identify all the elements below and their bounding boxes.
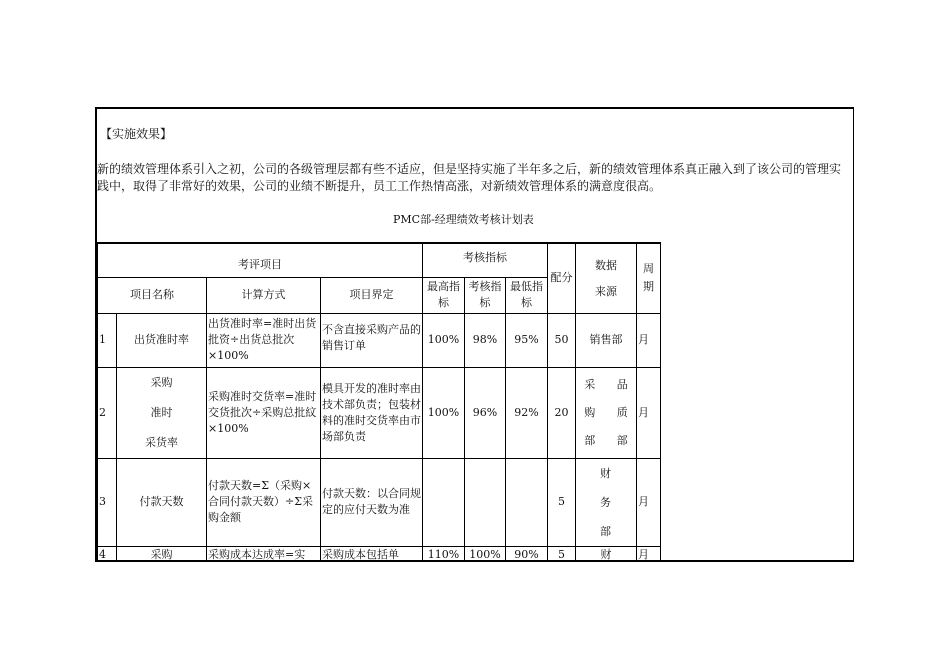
- row-calc: 采购成本达成率=实: [207, 546, 321, 562]
- table-row: [98, 313, 661, 367]
- row-max: 110%: [423, 546, 465, 562]
- row-source: 财: [576, 546, 637, 562]
- header-definition: 项目界定: [321, 277, 423, 313]
- header-target: 考核指标: [465, 277, 506, 313]
- row-cycle: 月: [637, 367, 661, 458]
- intro-paragraph: 新的绩效管理体系引入之初，公司的各级管理层都有些不适应，但是坚持实施了半年多之后，新的绩效管理体系真正融入到了该公司的管理实践中，取得了非常好的效果，公司的业绩不断提升，员工工作热情高涨，对新绩效管理体系的满意度很高。: [97, 162, 842, 193]
- header-row-1: [98, 243, 661, 277]
- row-definition: 模具开发的准时率由技术部负责；包装材料的准时交货率由市场部负责: [321, 367, 423, 458]
- row-source: 财 务 部: [576, 458, 637, 546]
- row-min: 92%: [506, 367, 548, 458]
- row-name: 采购: [117, 546, 207, 562]
- header-min: 最低指标: [506, 277, 548, 313]
- header-calc-method: 计算方式: [207, 277, 321, 313]
- row-definition: 不含直接采购产品的销售订单: [321, 313, 423, 367]
- section-title: 【实施效果】: [100, 127, 173, 141]
- row-no: 4: [98, 546, 117, 562]
- row-min: [506, 458, 548, 546]
- row-weight: 20: [548, 367, 576, 458]
- row-max: [423, 458, 465, 546]
- row-calc: 采购准时交货率=准时交货批次÷采购总批紋 ×100%: [207, 367, 321, 458]
- table-row: [98, 367, 661, 458]
- row-cycle: 月: [637, 458, 661, 546]
- table-title: PMC部-经理绩效考核计划表: [393, 213, 534, 226]
- header-weight: 配分: [548, 243, 576, 313]
- row-no: 1: [98, 313, 117, 367]
- row-no: 2: [98, 367, 117, 458]
- row-definition: 付款天数：以合同规定的应付天数为准: [321, 458, 423, 546]
- row-min: 90%: [506, 546, 548, 562]
- row-target: [465, 458, 506, 546]
- row-max: 100%: [423, 367, 465, 458]
- header-eval-items: 考评项目: [98, 243, 423, 277]
- table-row: [98, 546, 661, 562]
- row-target: 98%: [465, 313, 506, 367]
- header-kpi-group: 考核指标: [423, 243, 548, 277]
- row-cycle: 月: [637, 313, 661, 367]
- row-target: 96%: [465, 367, 506, 458]
- row-name: 出货准时率: [117, 313, 207, 367]
- row-name: 付款天数: [117, 458, 207, 546]
- document-frame: [95, 107, 854, 562]
- row-weight: 5: [548, 458, 576, 546]
- row-target: 100%: [465, 546, 506, 562]
- row-calc: 出货准时率=准时出货批资÷出货总批次×100%: [207, 313, 321, 367]
- kpi-table: [97, 242, 661, 562]
- row-no: 3: [98, 458, 117, 546]
- header-source: 数据 来源: [576, 243, 637, 313]
- row-cycle: 月: [637, 546, 661, 562]
- row-weight: 50: [548, 313, 576, 367]
- row-min: 95%: [506, 313, 548, 367]
- header-max: 最高指标: [423, 277, 465, 313]
- row-name: 采购 准时 采货率: [117, 367, 207, 458]
- table-row: [98, 458, 661, 546]
- row-max: 100%: [423, 313, 465, 367]
- row-source: 采 品 购 质 部 部: [576, 367, 637, 458]
- header-cycle: 周期: [637, 243, 661, 313]
- row-definition: 采购成本包括单: [321, 546, 423, 562]
- row-weight: 5: [548, 546, 576, 562]
- row-source: 销售部: [576, 313, 637, 367]
- row-calc: 付款天数=Σ（采购×合同付款天数）÷Σ采购金额: [207, 458, 321, 546]
- header-item-name: 项目名称: [98, 277, 207, 313]
